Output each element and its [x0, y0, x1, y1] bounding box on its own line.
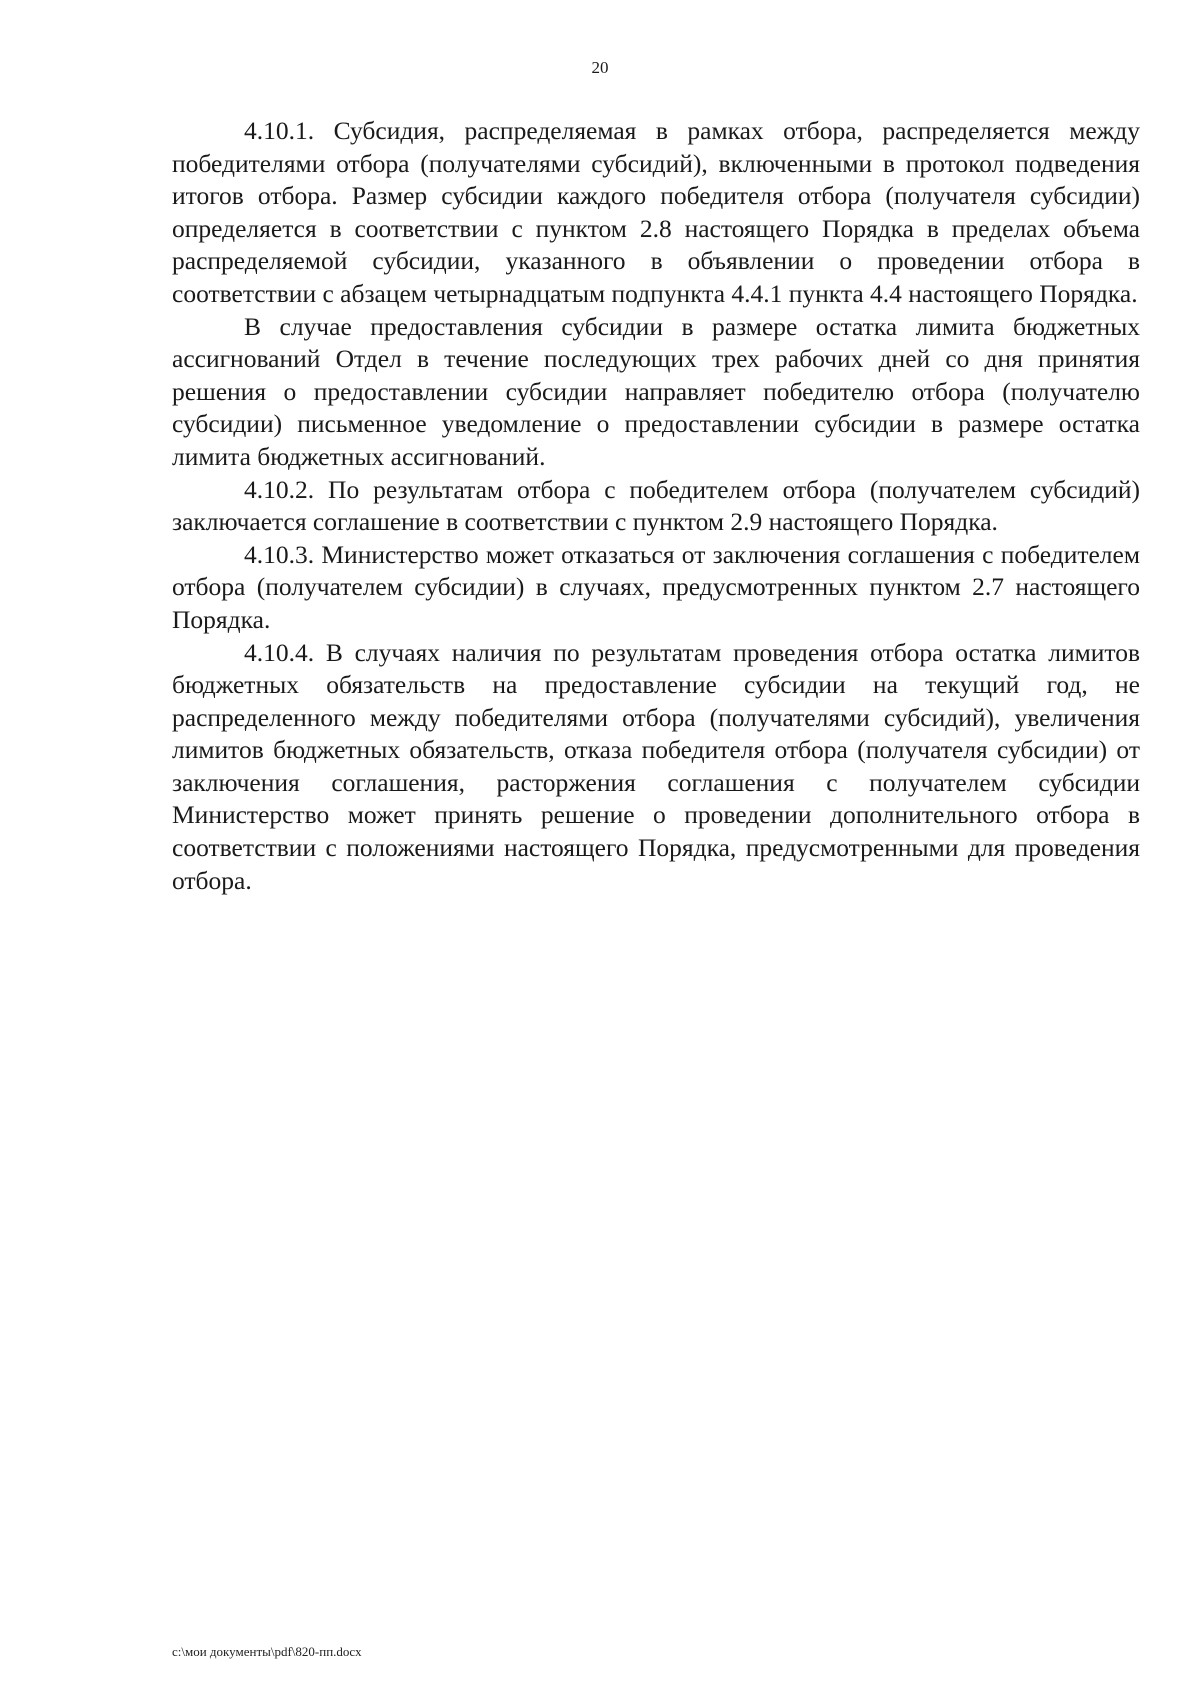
paragraph-4-10-4: 4.10.4. В случаях наличия по результатам проведения отбора остатка лимитов бюджетных обязательств на предоставление субсидии на текущий год, не распределенного между победителями отбора (получателями субсидий), увеличения лимитов бюджетных обязательств, отказа победителя отбора (получателя субсидии) от заключения соглашения, расторжения соглашения с получателем субсидии Министерство может принять решение о проведении дополнительного отбора в соответствии с положениями настоящего Порядка, предусмотренными для проведения отбора. [172, 637, 1140, 895]
footer-file-path: c:\мои документы\pdf\820-пп.docx [172, 1644, 362, 1659]
paragraph-remaining-limit: В случае предоставления субсидии в размере остатка лимита бюджетных ассигнований Отдел в течение последующих трех рабочих дней со дня принятия решения о предоставлении субсидии направляет победителю отбора (получателю субсидии) письменное уведомление о предоставлении субсидии в размере остатка лимита бюджетных ассигнований. [172, 311, 1140, 471]
paragraph-4-10-2: 4.10.2. По результатам отбора с победителем отбора (получателем субсидий) заключается соглашение в соответствии с пунктом 2.9 настоящего Порядка. [172, 474, 1140, 537]
paragraph-4-10-1: 4.10.1. Субсидия, распределяемая в рамках отбора, распределяется между победителями отбора (получателями субсидий), включенными в протокол подведения итогов отбора. Размер субсидии каждого победителя отбора (получателя субсидии) определяется в соответствии с пунктом 2.8 настоящего Порядка в пределах объема распределяемой субсидии, указанного в объявлении о проведении отбора в соответствии с абзацем четырнадцатым подпункта 4.4.1 пункта 4.4 настоящего Порядка. [172, 116, 1140, 308]
paragraph-4-10-3: 4.10.3. Министерство может отказаться от заключения соглашения с победителем отбора (получателем субсидии) в случаях, предусмотренных пунктом 2.7 настоящего Порядка. [172, 539, 1140, 634]
page-number: 20 [591, 58, 609, 77]
document-body [172, 115, 1140, 897]
